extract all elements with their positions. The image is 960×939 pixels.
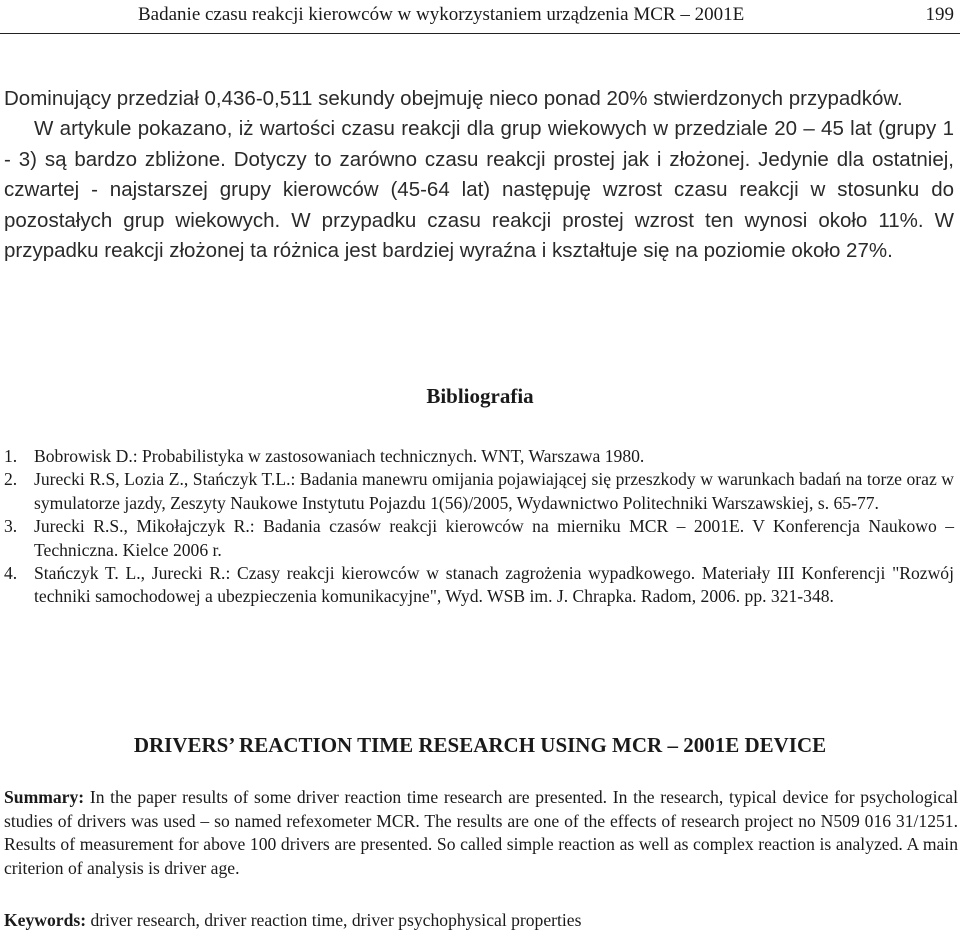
summary-label: Summary:	[4, 787, 85, 807]
bibliography-item-number: 2.	[4, 469, 18, 490]
keywords-text: driver research, driver reaction time, driver psychophysical properties	[86, 910, 582, 930]
keywords	[4, 909, 958, 933]
bibliography-item-text: Jurecki R.S., Mikołajczyk R.: Badania czasów reakcji kierowców na mierniku MCR – 2001E. V Konferencja Naukowo – Techniczna. Kielce 2006 r.	[34, 516, 954, 560]
bibliography-item-text: Jurecki R.S, Lozia Z., Stańczyk T.L.: Badania manewru omijania pojawiającej się przeszkody w warunkach badań na torze oraz w symulatorze jazdy, Zeszyty Naukowe Instytutu Pojazdu 1(56)/2005, Wydawnictwo Politechniki Warszawskiej, s. 65-77.	[34, 469, 954, 513]
bibliography-item-text: Bobrowisk D.: Probabilistyka w zastosowaniach technicznych. WNT, Warszawa 1980.	[34, 446, 645, 466]
bibliography-item-number: 3.	[4, 516, 18, 537]
body-paragraph: W artykule pokazano, iż wartości czasu reakcji dla grup wiekowych w przedziale 20 – 45 lat (grupy 1 - 3) są bardzo zbliżone. Dotyczy to zarówno czasu reakcji prostej jak i złożonej. Jedynie dla ostatniej, czwartej - najstarszej grupy kierowców (45-64 lat) następuję wzrost czasu reakcji w stosunku do pozostałych grup wiekowych. W przypadku czasu reakcji prostej wzrost ten wynosi około 11%. W przypadku reakcji złożonej ta różnica jest bardziej wyraźna i kształtuje się na poziomie około 27%.	[4, 117, 954, 263]
summary	[4, 786, 958, 880]
body-paragraph: Dominujący przedział 0,436-0,511 sekundy obejmuję nieco ponad 20% stwierdzonych przypadków.	[4, 87, 903, 110]
bibliography-item	[4, 562, 954, 609]
bibliography-item	[4, 515, 954, 562]
english-title: DRIVERS’ REACTION TIME RESEARCH USING MCR – 2001E DEVICE	[133, 733, 827, 757]
header-rule	[0, 33, 960, 34]
bibliography-list	[4, 445, 954, 609]
body-text	[4, 84, 954, 266]
summary-text: In the paper results of some driver reaction time research are presented. In the research, typical device for psychological studies of drivers was used – so named refexometer MCR. The results are one of the effects of research project no N509 016 31/1251. Results of measurement for above 100 drivers are presented. So called simple reaction as well as complex reaction is analyzed. A main criterion of analysis is driver age.	[4, 787, 958, 878]
running-header	[0, 0, 960, 34]
bibliography-item	[4, 445, 954, 468]
keywords-label: Keywords:	[4, 910, 87, 930]
bibliography-item-text: Stańczyk T. L., Jurecki R.: Czasy reakcji kierowców w stanach zagrożenia wypadkowego. Materiały III Konferencji "Rozwój techniki samochodowej a ubezpieczenia komunikacyjne", Wyd. WSB im. J. Chrapka. Radom, 2006. pp. 321-348.	[34, 563, 954, 607]
bibliography-item-number: 4.	[4, 563, 18, 584]
bibliography-item-number: 1.	[4, 446, 18, 466]
bibliography-item	[4, 468, 954, 515]
bibliography-heading: Bibliografia	[426, 384, 534, 408]
running-title: Badanie czasu reakcji kierowców w wykorzystaniem urządzenia MCR – 2001E	[138, 4, 745, 25]
page-number: 199	[925, 4, 954, 25]
